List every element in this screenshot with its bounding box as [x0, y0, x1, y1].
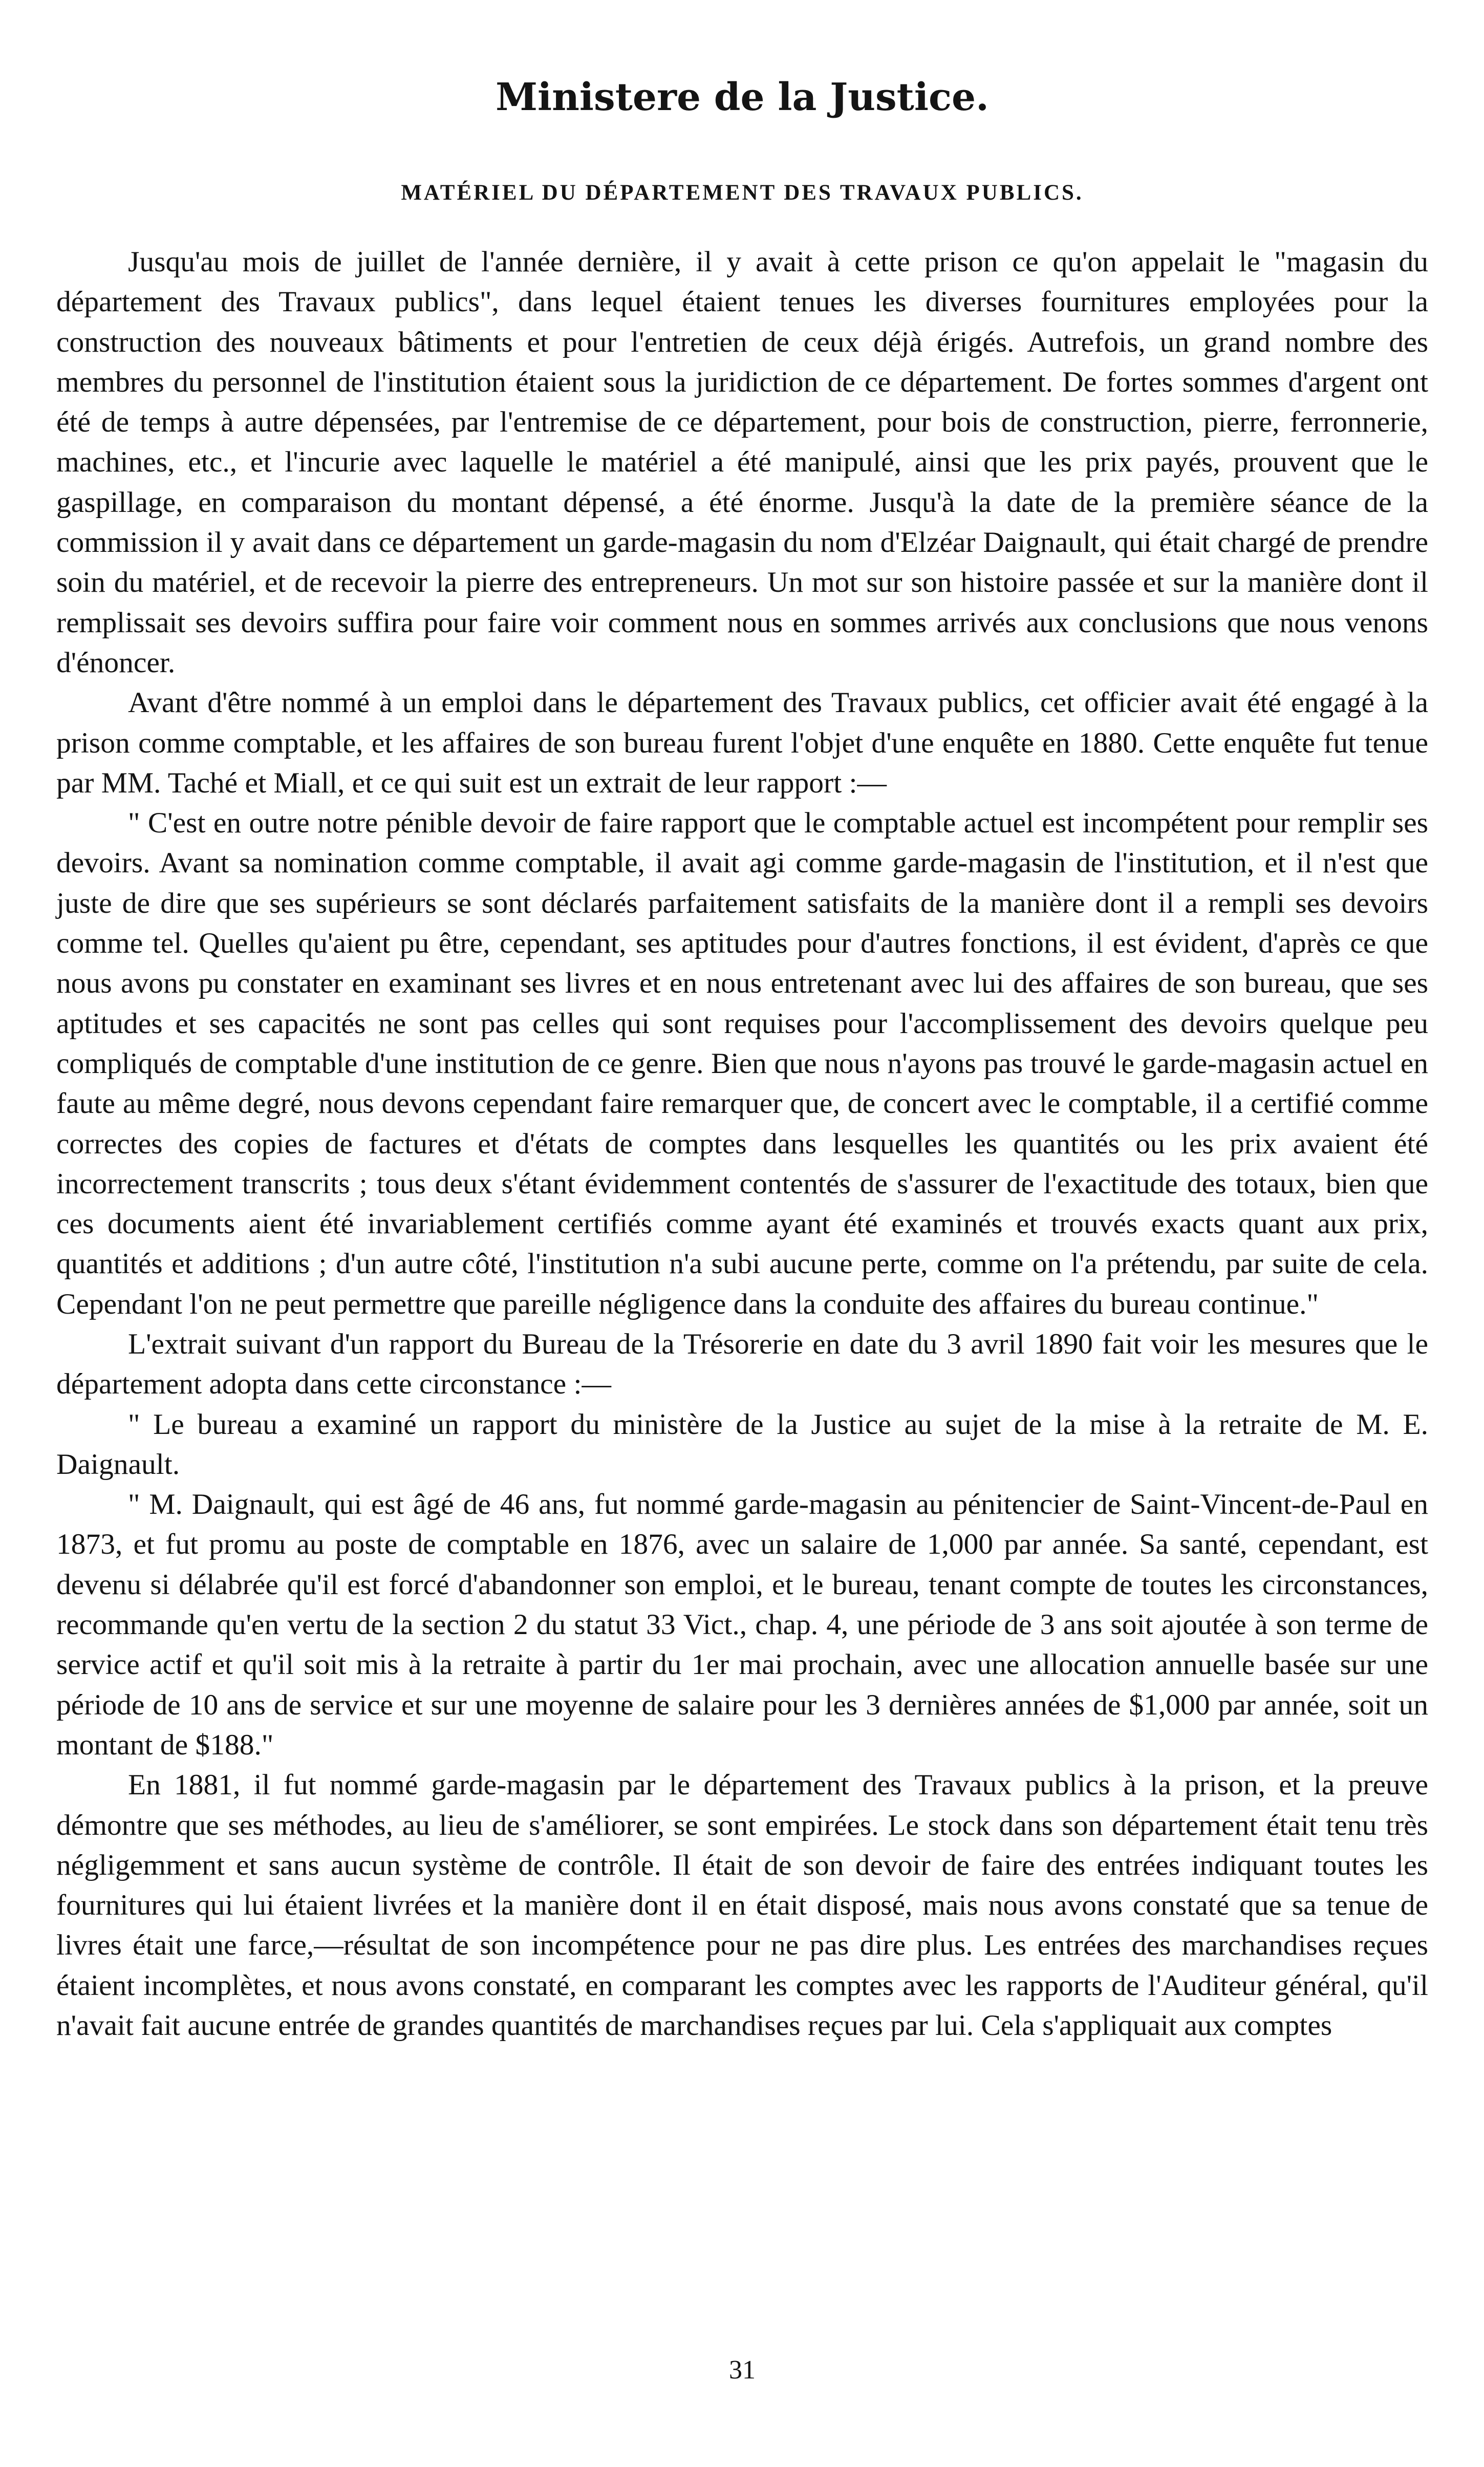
- body-text: [56, 242, 1428, 2046]
- page-number: 31: [729, 2355, 756, 2385]
- paragraph: " C'est en outre notre pénible devoir de faire rapport que le comptable actuel est incompétent pour remplir ses devoirs. Avant sa nomination comme comptable, il avait agi comme garde-magasin de l'institution, et il n'est que juste de dire que ses supérieurs se sont déclarés parfaitement satisfaits de la manière dont il a rempli ses devoirs comme tel. Quelles qu'aient pu être, cependant, ses aptitudes pour d'autres fonctions, il est évident, d'après ce que nous avons pu constater en examinant ses livres et en nous entretenant avec lui des affaires de son bureau, que ses aptitudes et ses capacités ne sont pas celles qui sont requises pour l'accomplissement des devoirs quelque peu compliqués de comptable d'une institution de ce genre. Bien que nous n'ayons pas trouvé le garde-magasin actuel en faute au même degré, nous devons cependant faire remarquer que, de concert avec le comptable, il a certifié comme correctes des copies de factures et d'états de comptes dans lesquelles les quantités ou les prix avaient été incorrectement transcrits ; tous deux s'étant évidemment contentés de s'assurer de l'exactitude des totaux, bien que ces documents aient été invariablement certifiés comme ayant été examinés et trouvés exacts quant aux prix, quantités et additions ; d'un autre côté, l'institution n'a subi aucune perte, comme on l'a prétendu, par suite de cela. Cependant l'on ne peut permettre que pareille négligence dans la conduite des affaires du bureau continue.": [56, 807, 1428, 1320]
- section-title: MATÉRIEL DU DÉPARTEMENT DES TRAVAUX PUBLICS.: [401, 181, 1084, 205]
- paragraph: En 1881, il fut nommé garde-magasin par le département des Travaux publics à la prison, et la preuve démontre que ses méthodes, au lieu de s'améliorer, se sont empirées. Le stock dans son département était tenu très négligemment et sans aucun système de contrôle. Il était de son devoir de faire des entrées indiquant toutes les fournitures qui lui étaient livrées et la manière dont il en était disposé, mais nous avons constaté que sa tenue de livres était une farce,—résultat de son incompétence pour ne pas dire plus. Les entrées des marchandises reçues étaient incomplètes, et nous avons constaté, en comparant les comptes avec les rapports de l'Auditeur général, qu'il n'avait fait aucune entrée de grandes quantités de marchandises reçues par lui. Cela s'appliquait aux comptes: [56, 1769, 1428, 2042]
- paragraph: Avant d'être nommé à un emploi dans le département des Travaux publics, cet officier avait été engagé à la prison comme comptable, et les affaires de son bureau furent l'objet d'une enquête en 1880. Cette enquête fut tenue par MM. Taché et Miall, et ce qui suit est un extrait de leur rapport :—: [56, 687, 1428, 799]
- paragraph: " M. Daignault, qui est âgé de 46 ans, fut nommé garde-magasin au pénitencier de Saint-Vincent-de-Paul en 1873, et fut promu au poste de comptable en 1876, avec un salaire de 1,000 par année. Sa santé, cependant, est devenu si délabrée qu'il est forcé d'abandonner son emploi, et le bureau, tenant compte de toutes les circonstances, recommande qu'en vertu de la section 2 du statut 33 Vict., chap. 4, une période de 3 ans soit ajoutée à son terme de service actif et qu'il soit mis à la retraite à partir du 1er mai prochain, avec une allocation annuelle basée sur une période de 10 ans de service et sur une moyenne de salaire pour les 3 dernières années de $1,000 par année, soit un montant de $188.": [56, 1488, 1428, 1761]
- document-page: [56, 77, 1428, 2411]
- page-heading: Ministere de la Justice.: [496, 75, 989, 119]
- paragraph: Jusqu'au mois de juillet de l'année dernière, il y avait à cette prison ce qu'on appelait le "magasin du département des Travaux publics", dans lequel étaient tenues les diverses fournitures employées pour la construction des nouveaux bâtiments et pour l'entretien de ceux déjà érigés. Autrefois, un grand nombre des membres du personnel de l'institution étaient sous la juridiction de ce département. De fortes sommes d'argent ont été de temps à autre dépensées, par l'entremise de ce département, pour bois de construction, pierre, ferronnerie, machines, etc., et l'incurie avec laquelle le matériel a été manipulé, ainsi que les prix payés, prouvent que le gaspillage, en comparaison du montant dépensé, a été énorme. Jusqu'à la date de la première séance de la commission il y avait dans ce département un garde-magasin du nom d'Elzéar Daignault, qui était chargé de prendre soin du matériel, et de recevoir la pierre des entrepreneurs. Un mot sur son histoire passée et sur la manière dont il remplissait ses devoirs suffira pour faire voir comment nous en sommes arrivés aux conclusions que nous venons d'énoncer.: [56, 245, 1428, 679]
- paragraph: L'extrait suivant d'un rapport du Bureau de la Trésorerie en date du 3 avril 1890 fait voir les mesures que le département adopta dans cette circonstance :—: [56, 1328, 1428, 1401]
- paragraph: " Le bureau a examiné un rapport du ministère de la Justice au sujet de la mise à la retraite de M. E. Daignault.: [56, 1408, 1428, 1481]
